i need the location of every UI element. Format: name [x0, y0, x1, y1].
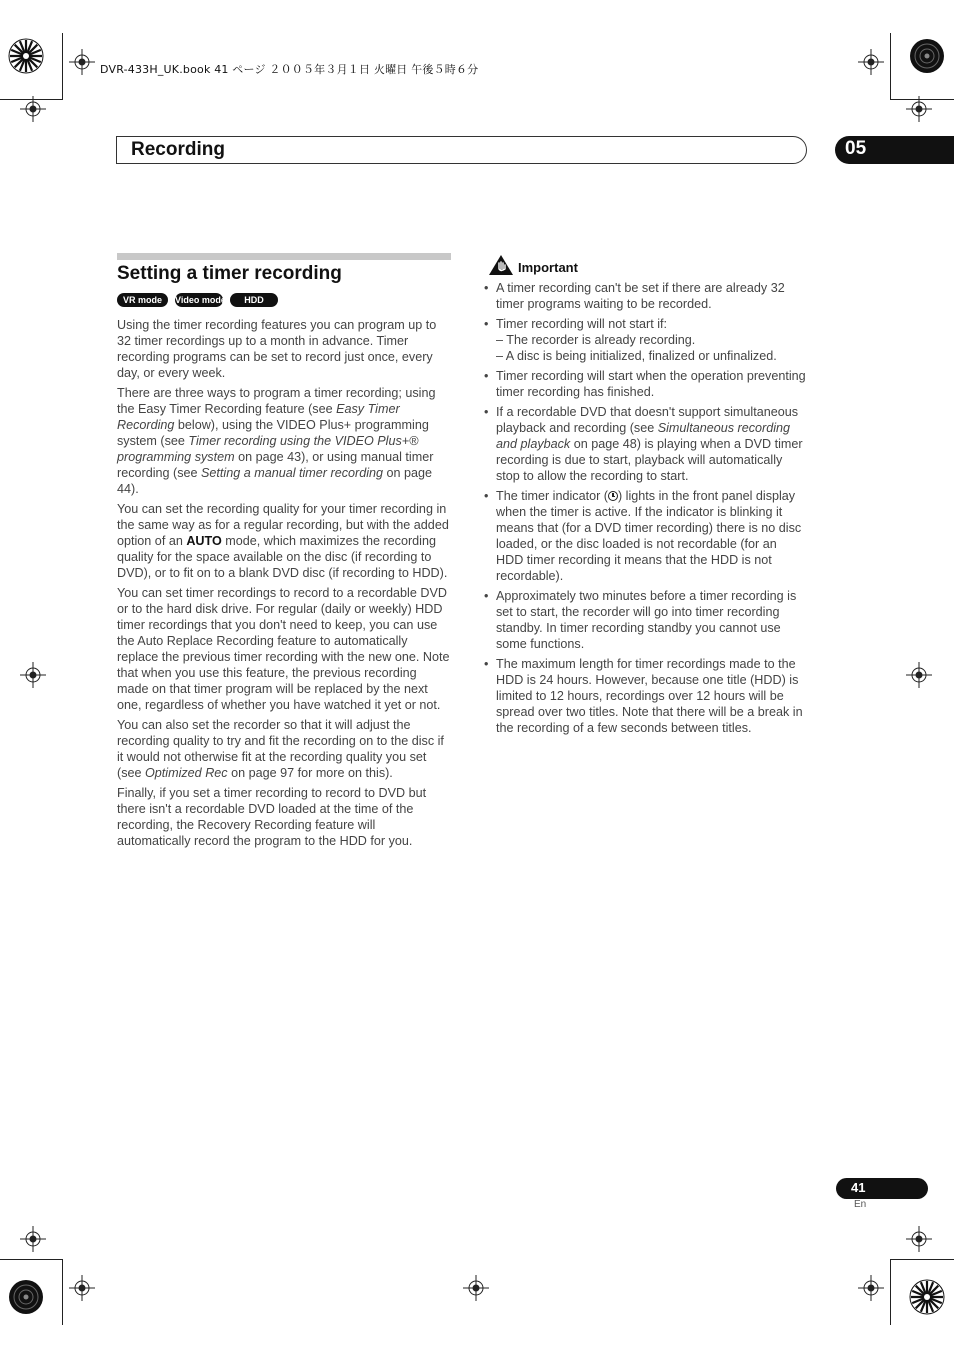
starburst-mark-icon	[8, 38, 44, 74]
page-number-tab	[836, 1178, 928, 1199]
crop-line	[0, 1259, 62, 1260]
paragraph: Finally, if you set a timer recording to record to DVD but there isn't a recordable DVD loaded at the time of the recording, the Recovery Recording feature will automatically record the program to the HDD for you.	[117, 786, 427, 848]
important-heading	[488, 254, 578, 281]
mode-badges	[117, 293, 278, 307]
page-heading: Setting a timer recording	[117, 263, 342, 284]
list-item: • Timer recording will start when the operation preventing timer recording has finished.	[484, 368, 806, 400]
important-list	[484, 280, 806, 736]
registration-mark-icon	[906, 662, 932, 688]
chapter-tab	[835, 136, 954, 164]
registration-mark-icon	[20, 96, 46, 122]
crop-line	[890, 1259, 891, 1325]
paragraph: You can also set the recorder so that it will adjust the recording quality to try and fit the recording on to the disc if it would not otherwise fit at the recording quality you set (see Optimized Rec on page 97 for more on this).	[117, 718, 444, 780]
paragraph: You can set timer recordings to record to a recordable DVD or to the hard disk drive. For regular (daily or weekly) HDD timer recordings that you don't need to keep, you can use the Auto Replace Recording feature to automatically replace the previous timer recording with the new one. Note that when you use this feature, the previous recording made on that timer program will be replaced by the next one, regardless of whether you have watched it yet or not.	[117, 586, 450, 712]
starburst-mark-icon	[8, 1279, 44, 1315]
registration-mark-icon	[906, 1226, 932, 1252]
paragraph: Using the timer recording features you can program up to 32 timer recordings up to a month in advance. Timer recording programs can be set to record just once, every day, or every week.	[117, 318, 437, 380]
registration-mark-icon	[69, 49, 95, 75]
list-item: • If a recordable DVD that doesn't support simultaneous playback and recording (see Simultaneous recording and playback on page 48) is playing when a DVD timer recording is due to start, playback will automatically stop to allow the recording to start.	[484, 404, 806, 484]
registration-mark-icon	[69, 1275, 95, 1301]
paragraph: There are three ways to program a timer recording; using the Easy Timer Recording feature (see Easy Timer Recording below), using the VIDEO Plus+ programming system (see Timer recording using the VIDEO Plus+® programming system on page 43), or using manual timer recording (see Setting a manual timer recording on page 44).	[117, 386, 436, 496]
important-label: Important	[518, 260, 578, 275]
paragraph: You can set the recording quality for your timer recording in the same way as for a regular recording, but with the added option of an AUTO mode, which maximizes the recording quality for the space available on the disc (if recording to DVD), or to fit on to a blank DVD disc (if recording to HDD).	[117, 502, 449, 580]
starburst-mark-icon	[909, 38, 945, 74]
right-column	[484, 280, 806, 740]
badge-hdd: HDD	[230, 293, 278, 307]
hand-warning-icon	[488, 254, 514, 281]
registration-mark-icon	[463, 1275, 489, 1301]
crop-line	[890, 1259, 954, 1260]
crop-line	[62, 33, 63, 100]
badge-video-mode: Video mode	[175, 295, 226, 305]
language-code: En	[854, 1199, 867, 1210]
list-item: • Approximately two minutes before a timer recording is set to start, the recorder will go into timer recording standby. In timer recording standby you cannot use some functions.	[484, 588, 806, 652]
starburst-mark-icon	[909, 1279, 945, 1315]
print-info: DVR-433H_UK.book 41 ページ ２００５年３月１日 火曜日 午後５時６分	[100, 63, 479, 76]
registration-mark-icon	[906, 96, 932, 122]
list-item: • The timer indicator ( ) lights in the front panel display when the timer is active. If the indicator is blinking it means that (for a DVD timer recording) there is no disc loaded, or the disc loaded is not recordable (for an HDD timer recording it means that the HDD is not recordable).	[484, 488, 806, 584]
section-header-bar	[116, 136, 807, 164]
crop-line	[62, 1259, 63, 1325]
registration-mark-icon	[20, 1226, 46, 1252]
list-item: • The maximum length for timer recordings made to the HDD is 24 hours. However, because one title (HDD) is limited to 12 hours, recordings over 12 hours will be spread over two titles. Note that there will be a break in the recording of a few seconds between titles.	[484, 656, 806, 736]
heading-rule	[117, 253, 451, 260]
left-column	[117, 317, 451, 853]
clock-icon	[608, 491, 618, 501]
registration-mark-icon	[858, 1275, 884, 1301]
badge-vr-mode: VR mode	[117, 293, 168, 307]
registration-mark-icon	[20, 662, 46, 688]
page-number: 41	[851, 1180, 866, 1195]
crop-line	[890, 33, 891, 100]
list-item: • A timer recording can't be set if there are already 32 timer programs waiting to be recorded.	[484, 280, 806, 312]
section-title: Recording	[131, 139, 225, 160]
list-item: • Timer recording will not start if: – The recorder is already recording. – A disc is being initialized, finalized or unfinalized.	[484, 316, 806, 364]
chapter-number: 05	[845, 138, 867, 159]
registration-mark-icon	[858, 49, 884, 75]
